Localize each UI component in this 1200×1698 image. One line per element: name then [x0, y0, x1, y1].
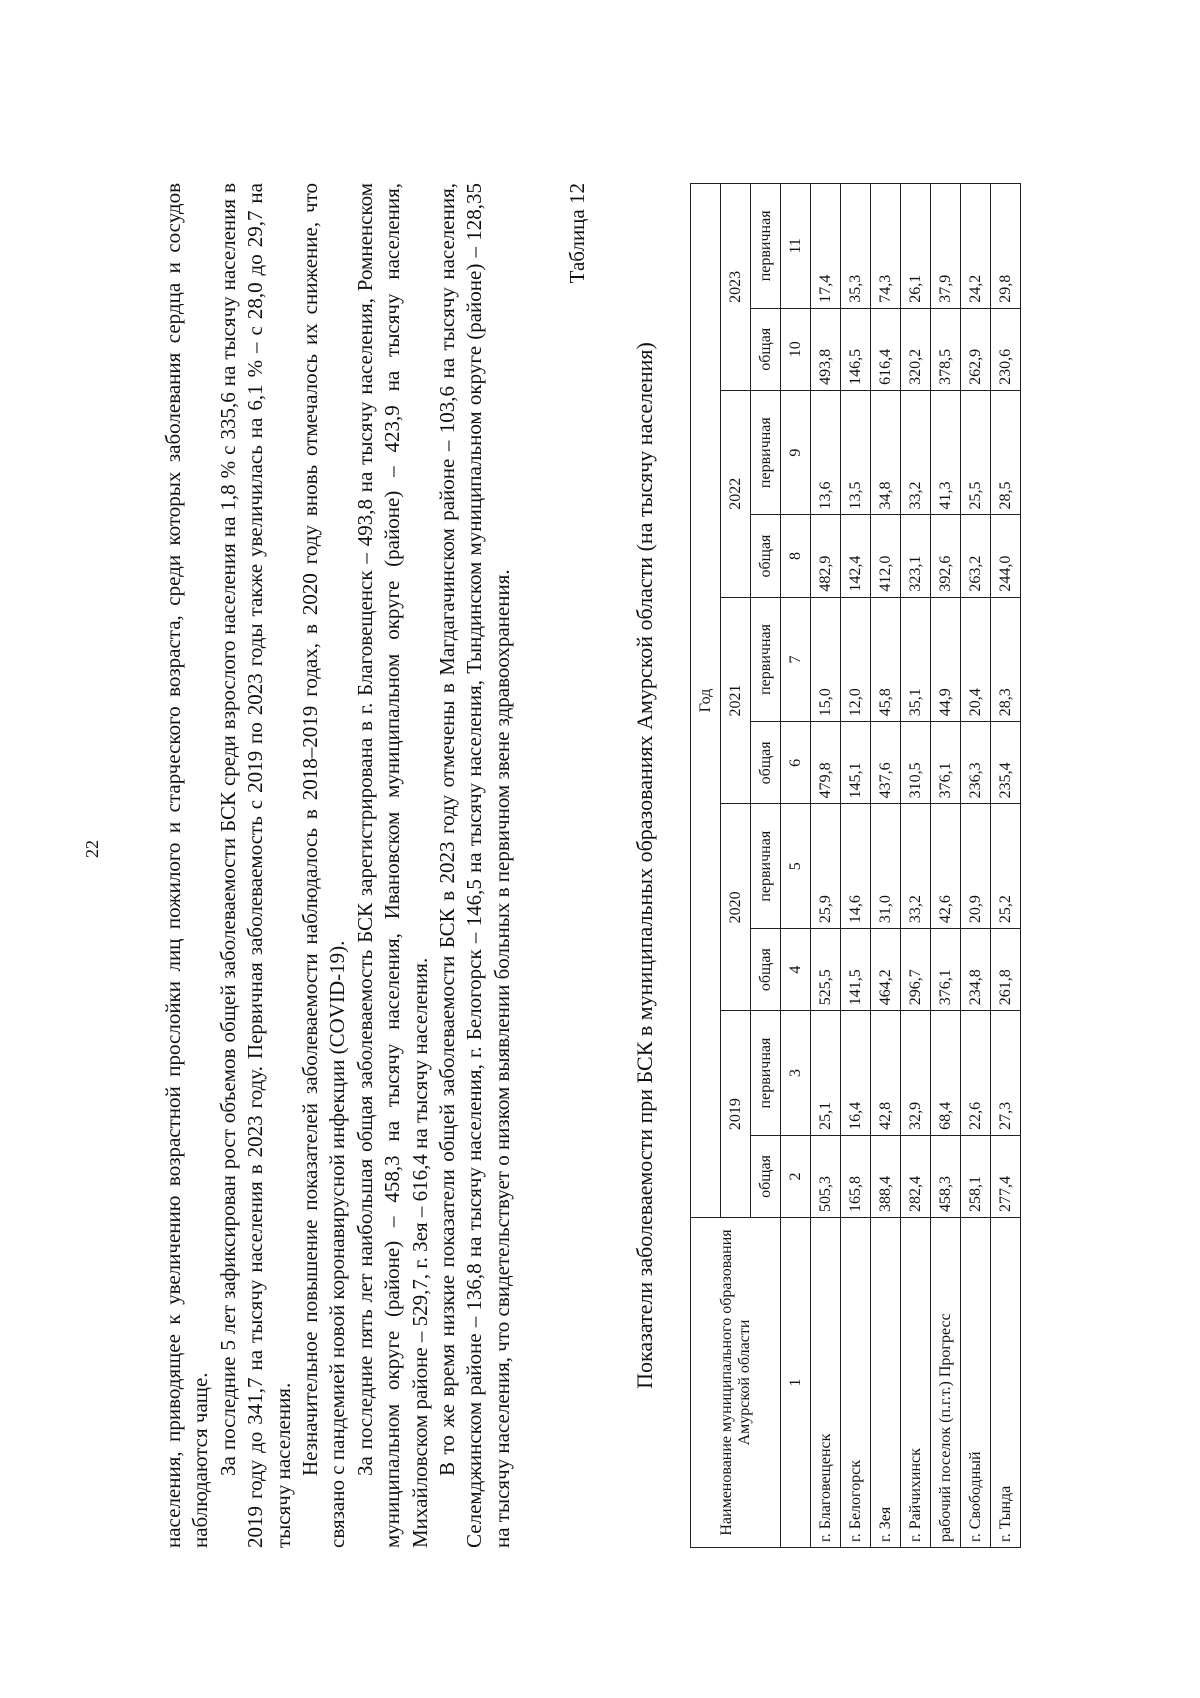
- year-header: 2019: [721, 1011, 751, 1218]
- column-number: 4: [781, 929, 811, 1011]
- table-cell: 616,4: [871, 308, 901, 390]
- table-row: [991, 184, 1021, 1548]
- table-cell: 44,9: [931, 597, 961, 722]
- table-cell: 28,3: [991, 597, 1021, 722]
- table-cell: 28,5: [991, 390, 1021, 515]
- table-cell: 525,5: [811, 929, 841, 1011]
- table-cell: 323,1: [901, 515, 931, 597]
- table-cell: 45,8: [871, 597, 901, 722]
- table-cell: 376,1: [931, 722, 961, 804]
- table-cell: 146,5: [841, 308, 871, 390]
- year-group-header: Год: [691, 184, 721, 1218]
- total-subheader: общая: [751, 929, 781, 1011]
- total-subheader: общая: [751, 308, 781, 390]
- table-cell: 15,0: [811, 597, 841, 722]
- table-cell: 27,3: [991, 1011, 1021, 1136]
- table-label: Таблица 12: [565, 183, 589, 284]
- municipality-name: рабочий поселок (п.г.т.) Прогресс: [931, 1218, 961, 1548]
- table-cell: 33,2: [901, 804, 931, 929]
- table-cell: 437,6: [871, 722, 901, 804]
- table-cell: 482,9: [811, 515, 841, 597]
- total-subheader: общая: [751, 722, 781, 804]
- table-row: [811, 184, 841, 1548]
- table-cell: 262,9: [961, 308, 991, 390]
- table-cell: 277,4: [991, 1135, 1021, 1217]
- table-cell: 17,4: [811, 184, 841, 309]
- table-cell: 13,6: [811, 390, 841, 515]
- table-cell: 479,8: [811, 722, 841, 804]
- table-cell: 378,5: [931, 308, 961, 390]
- table-cell: 25,5: [961, 390, 991, 515]
- table-cell: 37,9: [931, 184, 961, 309]
- table-cell: 35,1: [901, 597, 931, 722]
- table-cell: 388,4: [871, 1135, 901, 1217]
- table-row: [931, 184, 961, 1548]
- body-text: [160, 183, 516, 1548]
- paragraph: За последние пять лет наибольшая общая заболеваемость БСК зарегистрирована в г. Благовещенск – 493,8 на тысячу населения, Ромненском муниципальном округе (районе) – 458,3 на тысячу населения, Ивановском муниципальном округе (районе) – 423,9 на тысячу населения, Михайловском районе – 529,7, г. Зея – 616,4 на тысячу населения.: [352, 183, 432, 1548]
- table-cell: 25,2: [991, 804, 1021, 929]
- municipality-name: г. Белогорск: [841, 1218, 871, 1548]
- table-cell: 33,2: [901, 390, 931, 515]
- table-cell: 25,1: [811, 1011, 841, 1136]
- column-number: 3: [781, 1011, 811, 1136]
- table-cell: 296,7: [901, 929, 931, 1011]
- table-cell: 258,1: [961, 1135, 991, 1217]
- table-cell: 505,3: [811, 1135, 841, 1217]
- table-row: [841, 184, 871, 1548]
- table-cell: 310,5: [901, 722, 931, 804]
- paragraph: населения, приводящее к увеличению возрастной прослойки лиц пожилого и старческого возраста, среди которых заболевания сердца и сосудов наблюдаются чаще.: [161, 183, 213, 1548]
- column-number: 6: [781, 722, 811, 804]
- table-cell: 42,6: [931, 804, 961, 929]
- column-number: 2: [781, 1135, 811, 1217]
- column-number: 1: [781, 1218, 811, 1548]
- primary-subheader: первичная: [751, 804, 781, 929]
- table-cell: 20,4: [961, 597, 991, 722]
- municipality-name: г. Райчихинск: [901, 1218, 931, 1548]
- table-caption: Показатели заболеваемости при БСК в муниципальных образованиях Амурской области (на тысячу населения): [632, 342, 657, 1389]
- paragraph: За последние 5 лет зафиксирован рост объемов общей заболеваемости БСК среди взрослого населения на 1,8 % с 335,6 на тысячу населения в 2019 году до 341,7 на тысячу населения в 2023 году. Первичная заболеваемость с 2019 по 2023 годы также увеличилась на 6,1 % – с 28,0 до 29,7 на тысячу населения.: [215, 183, 295, 1548]
- table-cell: 68,4: [931, 1011, 961, 1136]
- table-cell: 41,3: [931, 390, 961, 515]
- table-cell: 263,2: [961, 515, 991, 597]
- table-cell: 376,1: [931, 929, 961, 1011]
- column-number: 7: [781, 597, 811, 722]
- primary-subheader: первичная: [751, 184, 781, 309]
- table-cell: 74,3: [871, 184, 901, 309]
- table-cell: 34,8: [871, 390, 901, 515]
- table-cell: 282,4: [901, 1135, 931, 1217]
- table-row: [871, 184, 901, 1548]
- table-cell: 493,8: [811, 308, 841, 390]
- municipality-name: г. Зея: [871, 1218, 901, 1548]
- column-number: 10: [781, 308, 811, 390]
- paragraph: В то же время низкие показатели общей заболеваемости БСК в 2023 году отмечены в Магдагачинском районе – 103,6 на тысячу населения, Селемджинском районе – 136,8 на тысячу населения, г. Белогорск – 146,5 на тысячу населения, Тындинском муниципальном округе (районе) – 128,35 на тысячу населения, что свидетельствует о низком выявлении больных в первичном звене здравоохранения.: [435, 183, 514, 1548]
- table-cell: 14,6: [841, 804, 871, 929]
- table-cell: 142,4: [841, 515, 871, 597]
- column-number: 9: [781, 390, 811, 515]
- table-cell: 230,6: [991, 308, 1021, 390]
- table-cell: 13,5: [841, 390, 871, 515]
- year-header: 2021: [721, 597, 751, 804]
- table-cell: 392,6: [931, 515, 961, 597]
- table-cell: 25,9: [811, 804, 841, 929]
- table-cell: 16,4: [841, 1011, 871, 1136]
- table-cell: 31,0: [871, 804, 901, 929]
- table-cell: 12,0: [841, 597, 871, 722]
- table-cell: 320,2: [901, 308, 931, 390]
- table-cell: 412,0: [871, 515, 901, 597]
- table-cell: 234,8: [961, 929, 991, 1011]
- table-cell: 145,1: [841, 722, 871, 804]
- year-header: 2022: [721, 390, 751, 597]
- table-cell: 29,8: [991, 184, 1021, 309]
- table-cell: 235,4: [991, 722, 1021, 804]
- page-number: 22: [82, 840, 102, 858]
- table-cell: 24,2: [961, 184, 991, 309]
- table-cell: 22,6: [961, 1011, 991, 1136]
- table-cell: 165,8: [841, 1135, 871, 1217]
- municipality-name: г. Свободный: [961, 1218, 991, 1548]
- year-header: 2020: [721, 804, 751, 1011]
- year-header: 2023: [721, 184, 751, 391]
- total-subheader: общая: [751, 1135, 781, 1217]
- table-cell: 20,9: [961, 804, 991, 929]
- table-cell: 261,8: [991, 929, 1021, 1011]
- morbidity-table: [690, 183, 1021, 1548]
- municipality-name: г. Тында: [991, 1218, 1021, 1548]
- column-number-row: [781, 184, 811, 1548]
- table-cell: 42,8: [871, 1011, 901, 1136]
- column-number: 8: [781, 515, 811, 597]
- table-cell: 32,9: [901, 1011, 931, 1136]
- primary-subheader: первичная: [751, 390, 781, 515]
- total-subheader: общая: [751, 515, 781, 597]
- table-cell: 236,3: [961, 722, 991, 804]
- column-number: 11: [781, 184, 811, 309]
- paragraph: Незначительное повышение показателей заболеваемости наблюдалось в 2018–2019 годах, в 2020 году вновь отмечалось их снижение, что связано с пандемией новой коронавирусной инфекции (COVID-19).: [298, 183, 350, 1548]
- primary-subheader: первичная: [751, 1011, 781, 1136]
- table-cell: 464,2: [871, 929, 901, 1011]
- table-row: [961, 184, 991, 1548]
- column-number: 5: [781, 804, 811, 929]
- primary-subheader: первичная: [751, 597, 781, 722]
- table-cell: 458,3: [931, 1135, 961, 1217]
- table-row: [901, 184, 931, 1548]
- table-cell: 35,3: [841, 184, 871, 309]
- table-cell: 244,0: [991, 515, 1021, 597]
- municipality-name: г. Благовещенск: [811, 1218, 841, 1548]
- name-column-header: Наименование муниципального образования Амурской области: [691, 1218, 781, 1548]
- table-cell: 141,5: [841, 929, 871, 1011]
- table-cell: 26,1: [901, 184, 931, 309]
- table-header-row: [691, 184, 721, 1548]
